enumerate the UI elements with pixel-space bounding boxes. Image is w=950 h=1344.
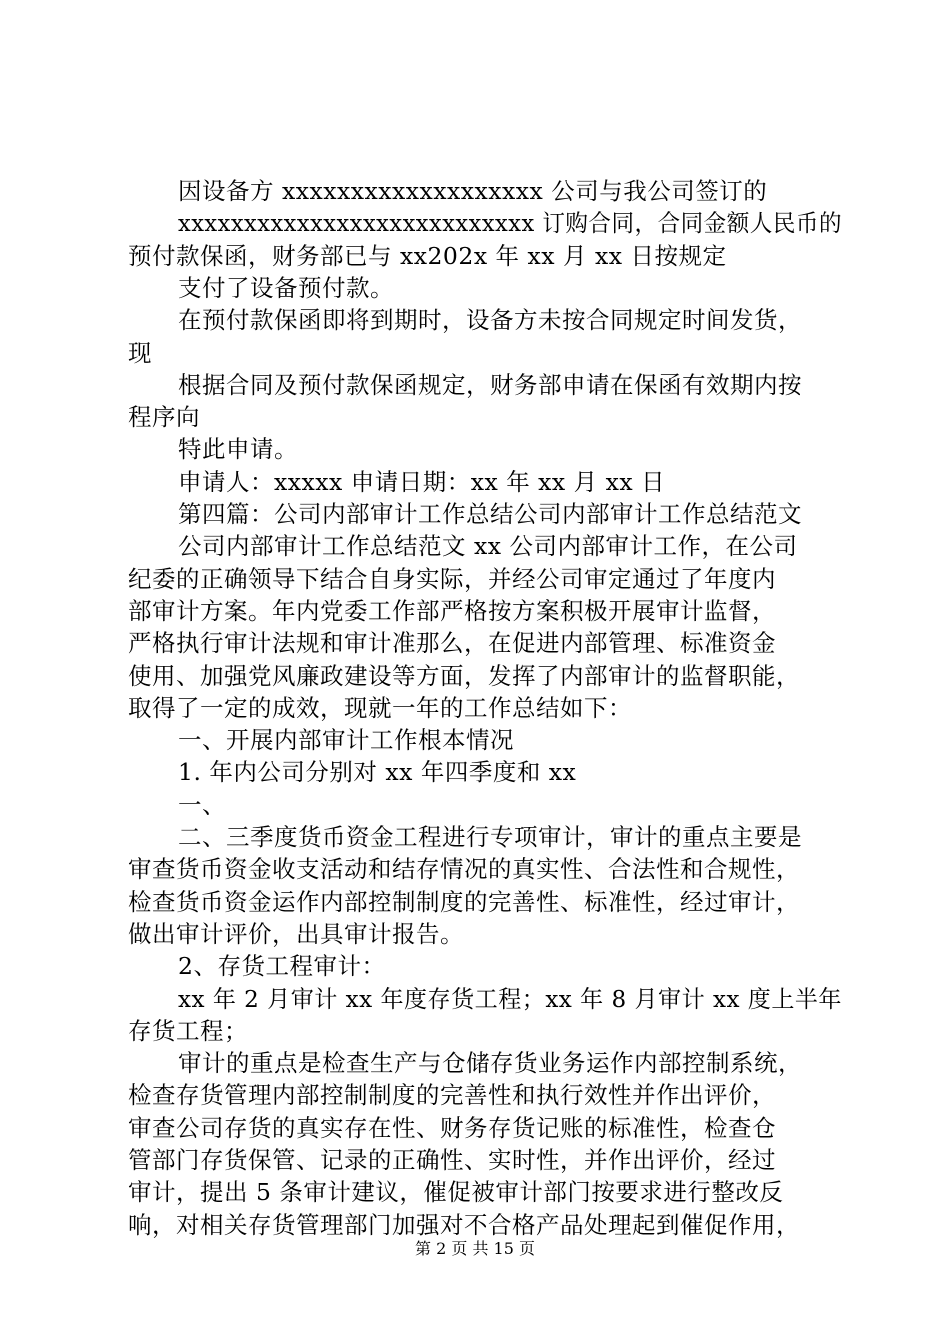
text-line: 2、存货工程审计： [178,952,386,981]
text-line: 检查货币资金运作内部控制制度的完善性、标准性，经过审计， [128,887,800,916]
text-line: 管部门存货保管、记录的正确性、实时性，并作出评价，经过 [128,1146,776,1174]
text-line: 审查货币资金收支活动和结存情况的真实性、合法性和合规性， [128,855,800,884]
text-line: 一、开展内部审计工作根本情况 [178,726,514,755]
text-line: 现 [128,338,152,367]
page-footer: 第 2 页 共 15 页 [415,1239,535,1258]
text-line: 预付款保函，财务部已与 xx202x 年 xx 月 xx 日按规定 [128,241,727,270]
text-line: 纪委的正确领导下结合自身实际，并经公司审定通过了年度内 [128,564,776,593]
text-line: 响，对相关存货管理部门加强对不合格产品处理起到催促作用， [128,1210,800,1239]
text-line: 存货工程； [128,1016,248,1045]
text-line: 1. 年内公司分别对 xx 年四季度和 xx [178,758,577,787]
text-line: 做出审计评价，出具审计报告。 [128,919,464,948]
text-line: xxxxxxxxxxxxxxxxxxxxxxxxxxx 订购合同，合同金额人民币的 [178,209,843,238]
text-line: 申请人：xxxxx 申请日期：xx 年 xx 月 xx 日 [178,467,666,496]
text-line: 特此申请。 [178,435,298,464]
text-line: 公司内部审计工作总结范文 xx 公司内部审计工作，在公司 [178,532,798,561]
text-line: 第四篇：公司内部审计工作总结公司内部审计工作总结范文 [178,500,802,528]
text-line: 使用、加强党风廉政建设等方面，发挥了内部审计的监督职能， [128,661,800,690]
text-line: 在预付款保函即将到期时，设备方未按合同规定时间发货， [178,306,802,335]
text-line: 审查公司存货的真实存在性、财务存货记账的标准性，检查仓 [128,1113,776,1142]
text-line: 程序向 [128,403,200,432]
text-line: 支付了设备预付款。 [178,273,394,302]
text-line: 严格执行审计法规和审计准那么，在促进内部管理、标准资金 [128,629,776,658]
text-line: 二、三季度货币资金工程进行专项审计，审计的重点主要是 [178,823,802,851]
text-line: 检查存货管理内部控制制度的完善性和执行效性并作出评价， [128,1081,776,1110]
text-line: 取得了一定的成效，现就一年的工作总结如下： [128,693,632,722]
text-line: 一、 [178,790,226,819]
text-line: 根据合同及预付款保函规定，财务部申请在保函有效期内按 [178,370,802,399]
text-line: xx 年 2 月审计 xx 年度存货工程；xx 年 8 月审计 xx 度上半年 [178,984,842,1013]
text-line: 因设备方 xxxxxxxxxxxxxxxxxxx 公司与我公司签订的 [178,177,768,205]
text-line: 部审计方案。年内党委工作部严格按方案积极开展审计监督， [128,596,776,625]
text-line: 审计的重点是检查生产与仓储存货业务运作内部控制系统， [178,1049,802,1078]
text-line: 审计，提出 5 条审计建议，催促被审计部门按要求进行整改反 [128,1178,784,1207]
